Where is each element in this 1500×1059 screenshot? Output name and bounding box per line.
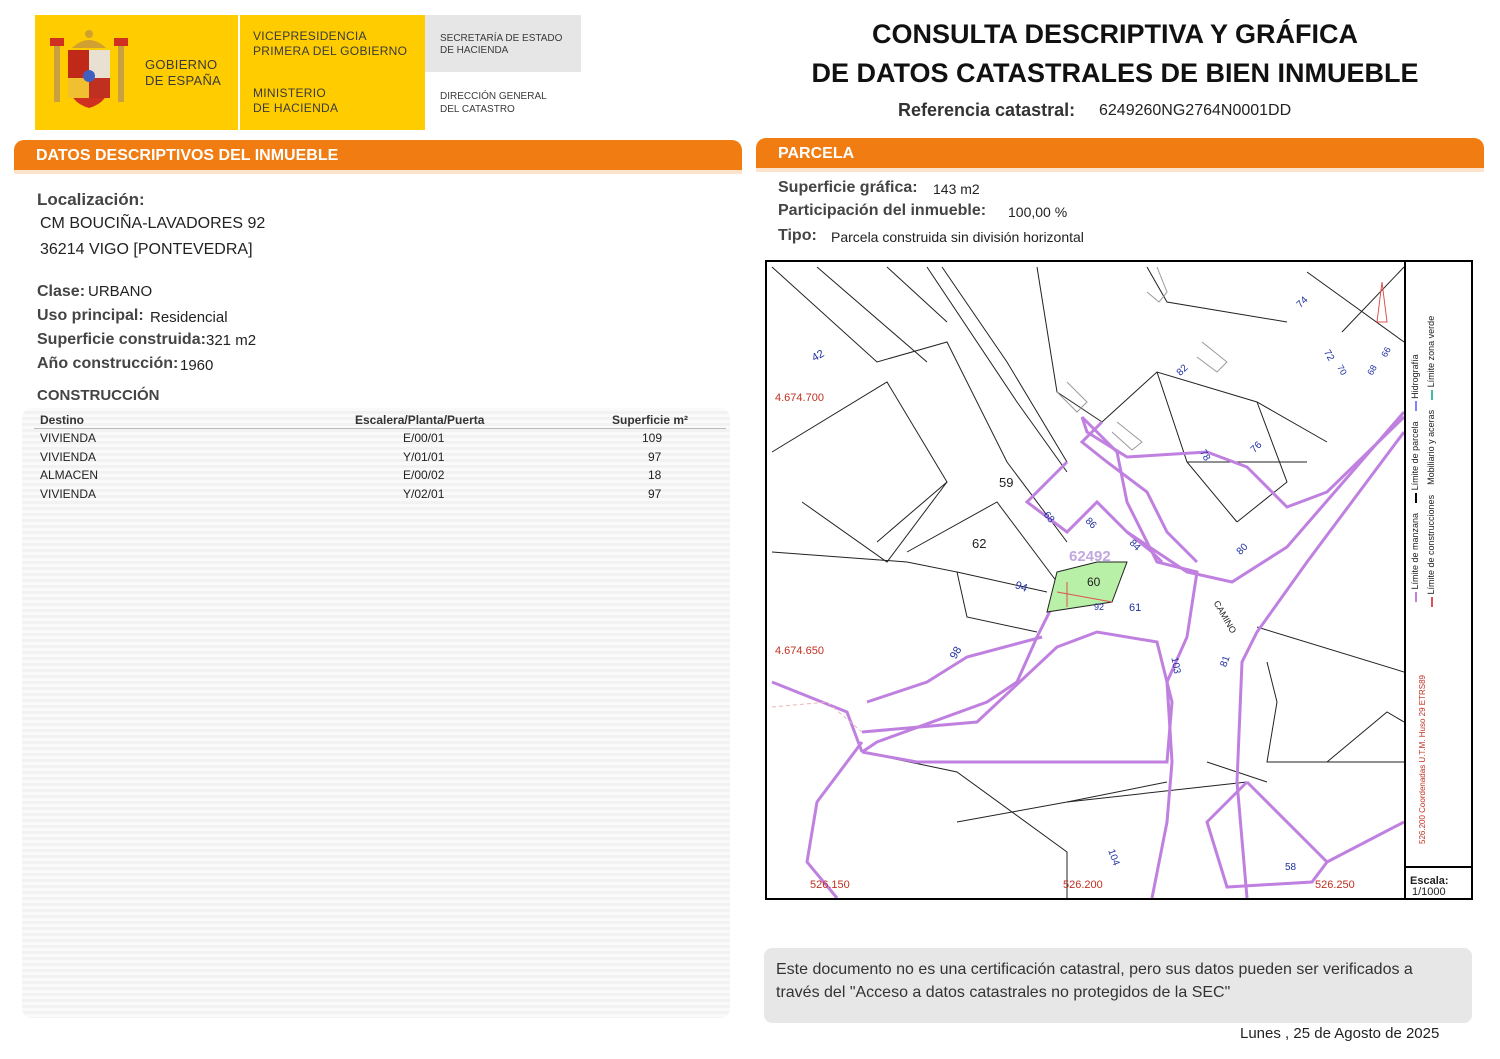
parcel-number: 81 — [1218, 654, 1233, 669]
parcel-number: 92 — [1094, 602, 1105, 612]
tipo-value: Parcela construida sin división horizontal — [831, 229, 1084, 245]
row-destino: VIVIENDA — [40, 450, 97, 464]
legend-limite-manzana: Límite de manzana — [1410, 512, 1420, 590]
parcel-number: 76 — [1248, 439, 1265, 456]
row-escalera: Y/02/01 — [403, 487, 445, 501]
parcel-number: 86 — [1082, 515, 1099, 532]
row-escalera: Y/01/01 — [403, 450, 445, 464]
parcel-number: 68 — [1365, 363, 1379, 377]
legend-zona-verde: Límite zona verde — [1426, 315, 1436, 388]
row-escalera: E/00/01 — [403, 431, 445, 445]
street-label: CAMINO — [1211, 598, 1239, 636]
parcela-heading: PARCELA — [756, 138, 1484, 168]
legend-limite-parcela: Límite de parcela — [1410, 421, 1420, 491]
scale-label: Escala: — [1410, 875, 1449, 887]
superficie-grafica-value: 143 m2 — [933, 181, 980, 197]
coord-label-y1: 4.674.700 — [775, 392, 824, 404]
coord-label-x2: 526.200 — [1063, 879, 1103, 891]
parcel-number: 72 — [1321, 347, 1337, 364]
row-superficie: 18 — [648, 468, 662, 482]
table-header-escalera: Escalera/Planta/Puerta — [355, 413, 485, 427]
tipo-label: Tipo: — [778, 227, 817, 244]
parcel-number: 104 — [1105, 847, 1122, 868]
clase-label: Clase: — [37, 283, 86, 300]
row-destino: VIVIENDA — [40, 431, 97, 445]
descriptivos-heading-underline — [14, 170, 742, 174]
direccion-general-label: DIRECCIÓN GENERAL DEL CATASTRO — [440, 91, 547, 115]
row-superficie: 109 — [642, 431, 663, 445]
cadastral-map — [765, 260, 1406, 900]
uso-principal-label: Uso principal: — [37, 307, 144, 324]
superficie-construida-value: 321 m2 — [206, 332, 257, 349]
anio-construccion-label: Año construcción: — [37, 355, 179, 372]
coord-label-x3: 526.250 — [1315, 879, 1355, 891]
row-superficie: 97 — [648, 450, 662, 464]
legend-limite-construcciones: Límite de construcciones — [1426, 494, 1436, 595]
parcel-number: 80 — [1234, 541, 1251, 558]
parcel-number: 94 — [1013, 579, 1029, 595]
vicepresidencia-label: VICEPRESIDENCIA PRIMERA DEL GOBIERNO — [253, 29, 408, 58]
descriptivos-heading: DATOS DESCRIPTIVOS DEL INMUEBLE — [14, 140, 742, 170]
row-destino: VIVIENDA — [40, 487, 97, 501]
parcel-number: 78 — [1197, 447, 1213, 464]
parcel-number: 84 — [1126, 537, 1143, 554]
coat-of-arms-icon — [48, 28, 130, 112]
disclaimer-note — [764, 948, 1472, 1023]
construccion-heading: CONSTRUCCIÓN — [37, 387, 160, 404]
parcela-heading-underline — [756, 168, 1484, 172]
parcel-number: 58 — [1285, 862, 1297, 873]
table-header-divider — [34, 428, 726, 429]
parcel-number: 62 — [972, 536, 987, 551]
parcel-id-label: 62492 — [1069, 548, 1111, 565]
document-date: Lunes , 25 de Agosto de 2025 — [1240, 1025, 1440, 1042]
parcel-number: 70 — [1335, 363, 1349, 377]
disclaimer-line1: Este documento no es una certificación catastral, pero sus datos pueden ser verificados a — [776, 961, 1413, 978]
table-header-destino: Destino — [40, 413, 85, 427]
anio-construccion-value: 1960 — [180, 357, 214, 374]
superficie-grafica-label: Superficie gráfica: — [778, 179, 918, 196]
scale-value: 1/1000 — [1412, 886, 1446, 898]
parcel-number: 103 — [1168, 656, 1183, 675]
document-title: CONSULTA DESCRIPTIVA Y GRÁFICA DE DATOS CATASTRALES DE BIEN INMUEBLE — [811, 19, 1419, 88]
ministerio-label: MINISTERIO DE HACIENDA — [253, 86, 339, 115]
parcel-number: 42 — [809, 347, 827, 365]
parcel-number: 61 — [1129, 602, 1142, 614]
table-header-superficie: Superficie m² — [612, 413, 689, 427]
row-superficie: 97 — [648, 487, 662, 501]
legend-hidrografia: Hidrografía — [1410, 354, 1420, 399]
parcel-number: 66 — [1379, 345, 1393, 359]
parcel-number: 60 — [1087, 575, 1101, 589]
secretaria-label: SECRETARÍA DE ESTADO DE HACIENDA — [440, 33, 563, 56]
address-line1: CM BOUCIÑA-LAVADORES 92 — [40, 215, 266, 232]
parcel-number: 59 — [999, 475, 1014, 490]
parcel-number: 82 — [1174, 362, 1191, 379]
row-destino: ALMACEN — [40, 468, 99, 482]
parcel-number: 68 — [1040, 509, 1057, 526]
map-legend: Límite de manzana Límite de parcela Hidrografía Límite de construcciones Mobiliario y aceras Límite zona verde 526.200 Coordenadas U.T.M. Huso 29 ETRS89 — [1406, 260, 1473, 868]
participacion-value: 100,00 % — [1008, 204, 1068, 220]
uso-principal-value: Residencial — [150, 309, 228, 326]
coord-label-x1: 526.150 — [810, 879, 850, 891]
row-escalera: E/00/02 — [403, 468, 445, 482]
participacion-label: Participación del inmueble: — [778, 202, 987, 219]
construccion-table — [22, 408, 730, 1018]
parcel-number: 98 — [947, 644, 965, 662]
ref-catastral-label: Referencia catastral: — [898, 100, 1076, 120]
address-line2: 36214 VIGO [PONTEVEDRA] — [40, 241, 253, 258]
parcel-number: 74 — [1294, 294, 1311, 311]
ref-catastral-value: 6249260NG2764N0001DD — [1099, 102, 1292, 119]
logo-separator — [238, 15, 240, 130]
clase-value: URBANO — [88, 283, 153, 300]
legend-mobiliario: Mobiliario y aceras — [1426, 409, 1436, 485]
superficie-construida-label: Superficie construida: — [37, 331, 206, 348]
map-scale — [1406, 866, 1473, 900]
coord-label-y2: 4.674.650 — [775, 645, 824, 657]
gobierno-espana-label: GOBIERNO DE ESPAÑA — [145, 57, 222, 88]
localizacion-label: Localización: — [37, 190, 145, 209]
disclaimer-line2: través del "Acceso a datos catastrales no protegidos de la SEC" — [776, 984, 1231, 1001]
